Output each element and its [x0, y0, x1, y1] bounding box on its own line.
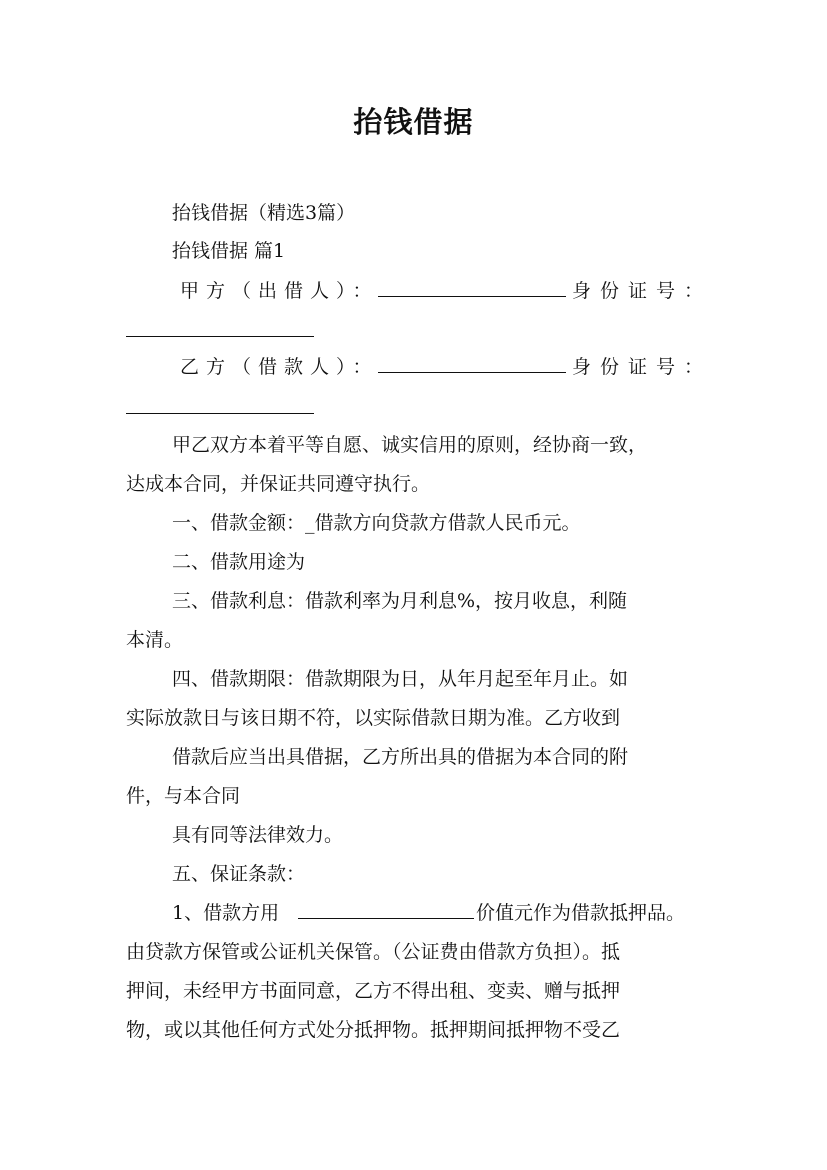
party-a-label: 甲方（出借人）： — [180, 280, 379, 302]
party-b-id-label: 身份证号： — [572, 356, 713, 378]
clause-amount: 一、借款金额：_借款方向贷款方借款人民币元。 — [172, 512, 581, 534]
paragraph-line: 本清。 — [126, 629, 184, 651]
section-heading: 抬钱借据 篇1 — [172, 240, 286, 262]
paragraph-line: 具有同等法律效力。 — [172, 824, 344, 846]
paragraph-line: 甲乙双方本着平等自愿、诚实信用的原则，经协商一致， — [172, 434, 648, 456]
document-title: 抬钱借据 — [353, 105, 474, 139]
collateral-line-end: 价值元作为借款抵押品。 — [476, 902, 686, 924]
party-b-id-blank — [126, 413, 314, 414]
paragraph-line: 实际放款日与该日期不符，以实际借款日期为准。乙方收到 — [126, 707, 621, 729]
collateral-blank — [298, 900, 474, 919]
party-b-name-blank — [378, 354, 566, 373]
collateral-line-start: 1、借款方用 — [172, 902, 280, 924]
paragraph-line: 物，或以其他任何方式处分抵押物。抵押期间抵押物不受乙 — [126, 1019, 621, 1041]
paragraph-line: 由贷款方保管或公证机关保管。（公证费由借款方负担）。抵 — [126, 941, 621, 963]
paragraph-line: 借款后应当出具借据，乙方所出具的借据为本合同的附 — [172, 746, 629, 768]
subtitle-line: 抬钱借据（精选3篇） — [172, 202, 356, 224]
clause-guarantee: 五、保证条款： — [172, 863, 306, 885]
paragraph-line: 件，与本合同 — [126, 785, 241, 807]
clause-term: 四、借款期限：借款期限为日，从年月起至年月止。如 — [172, 668, 629, 690]
paragraph-line: 达成本合同，并保证共同遵守执行。 — [126, 473, 431, 495]
party-b-label: 乙方（借款人）： — [180, 356, 379, 378]
paragraph-line: 押间，未经甲方书面同意，乙方不得出租、变卖、赠与抵押 — [126, 980, 621, 1002]
clause-purpose: 二、借款用途为 — [172, 551, 306, 573]
party-a-id-blank — [126, 336, 314, 337]
party-a-name-blank — [378, 278, 566, 297]
party-a-id-label: 身份证号： — [572, 280, 713, 302]
clause-interest: 三、借款利息：借款利率为月利息%，按月收息，利随 — [172, 590, 628, 612]
